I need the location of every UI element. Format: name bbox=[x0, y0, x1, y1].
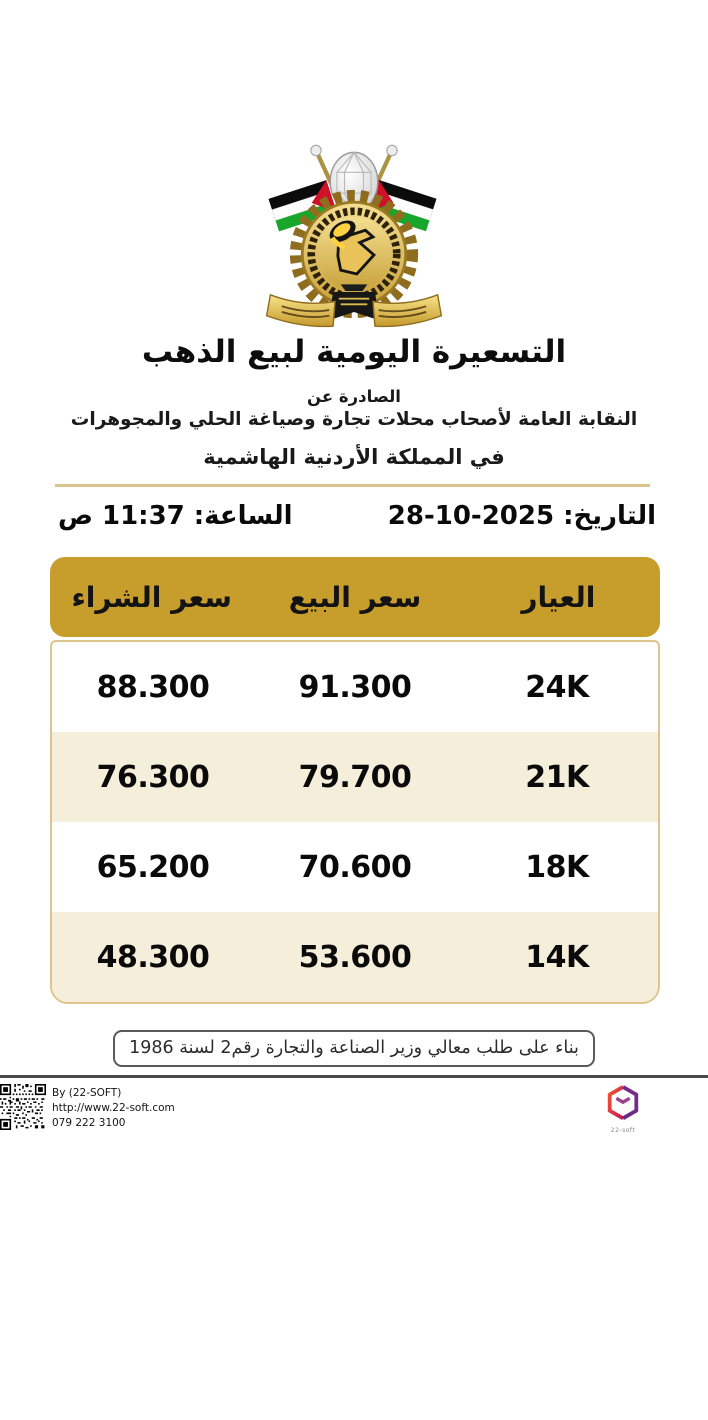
footer bbox=[0, 1078, 708, 1134]
table-row bbox=[52, 822, 658, 912]
table-body bbox=[50, 640, 660, 1004]
syndicate-crest-logo bbox=[259, 140, 449, 330]
karat-cell: 24K bbox=[525, 669, 589, 705]
time-value: 11:37 bbox=[101, 501, 185, 532]
buy-price-cell: 65.200 bbox=[96, 849, 210, 885]
vendor-credit-line3: 079 222 3100 bbox=[52, 1116, 126, 1129]
header-sell-price: سعر البيع bbox=[288, 580, 422, 614]
country-line: في المملكة الأردنية الهاشمية bbox=[203, 445, 505, 470]
header-karat: العيار bbox=[521, 580, 596, 614]
vendor-credit-text bbox=[52, 1084, 175, 1130]
qr-code-icon bbox=[0, 1084, 46, 1130]
sell-price-cell: 70.600 bbox=[298, 849, 412, 885]
cube-logo-caption: 22-soft bbox=[610, 1127, 636, 1135]
page-title: التسعيرة اليومية لبيع الذهب bbox=[141, 334, 567, 370]
table-row bbox=[52, 732, 658, 822]
vendor-credit-block bbox=[0, 1084, 175, 1130]
date-value: 28-10-2025 bbox=[387, 501, 555, 532]
issuer-name: النقابة العامة لأصحاب محلات تجارة وصياغة الحلي والمجوهرات bbox=[70, 409, 638, 431]
software-vendor-logo bbox=[604, 1084, 642, 1134]
table-row bbox=[52, 642, 658, 732]
datetime-row bbox=[58, 501, 656, 531]
ribbon-banner-icon bbox=[267, 292, 442, 326]
header-buy-price: سعر الشراء bbox=[71, 580, 232, 614]
time-field bbox=[58, 501, 293, 531]
vendor-credit-line1: By (22-SOFT) bbox=[52, 1087, 122, 1100]
time-meridiem: ص bbox=[58, 501, 93, 532]
cube-logo-icon bbox=[604, 1084, 642, 1126]
ministerial-note: بناء على طلب معالي وزير الصناعة والتجارة رقم2 لسنة 1986 bbox=[113, 1030, 595, 1067]
time-label: الساعة: bbox=[193, 501, 293, 532]
date-field bbox=[388, 501, 656, 531]
buy-price-cell: 88.300 bbox=[96, 669, 210, 705]
table-header-row bbox=[50, 557, 660, 637]
karat-cell: 21K bbox=[525, 759, 589, 795]
date-label: التاريخ: bbox=[563, 501, 656, 532]
issued-by-label: الصادرة عن bbox=[307, 387, 401, 407]
vendor-credit-line2: http://www.22-soft.com bbox=[52, 1101, 175, 1114]
sell-price-cell: 91.300 bbox=[298, 669, 412, 705]
karat-cell: 18K bbox=[525, 849, 589, 885]
karat-cell: 14K bbox=[525, 939, 589, 975]
gold-price-table bbox=[50, 557, 660, 1004]
sell-price-cell: 79.700 bbox=[298, 759, 412, 795]
sell-price-cell: 53.600 bbox=[298, 939, 412, 975]
buy-price-cell: 48.300 bbox=[96, 939, 210, 975]
gold-divider bbox=[55, 484, 650, 487]
buy-price-cell: 76.300 bbox=[96, 759, 210, 795]
table-row bbox=[52, 912, 658, 1002]
